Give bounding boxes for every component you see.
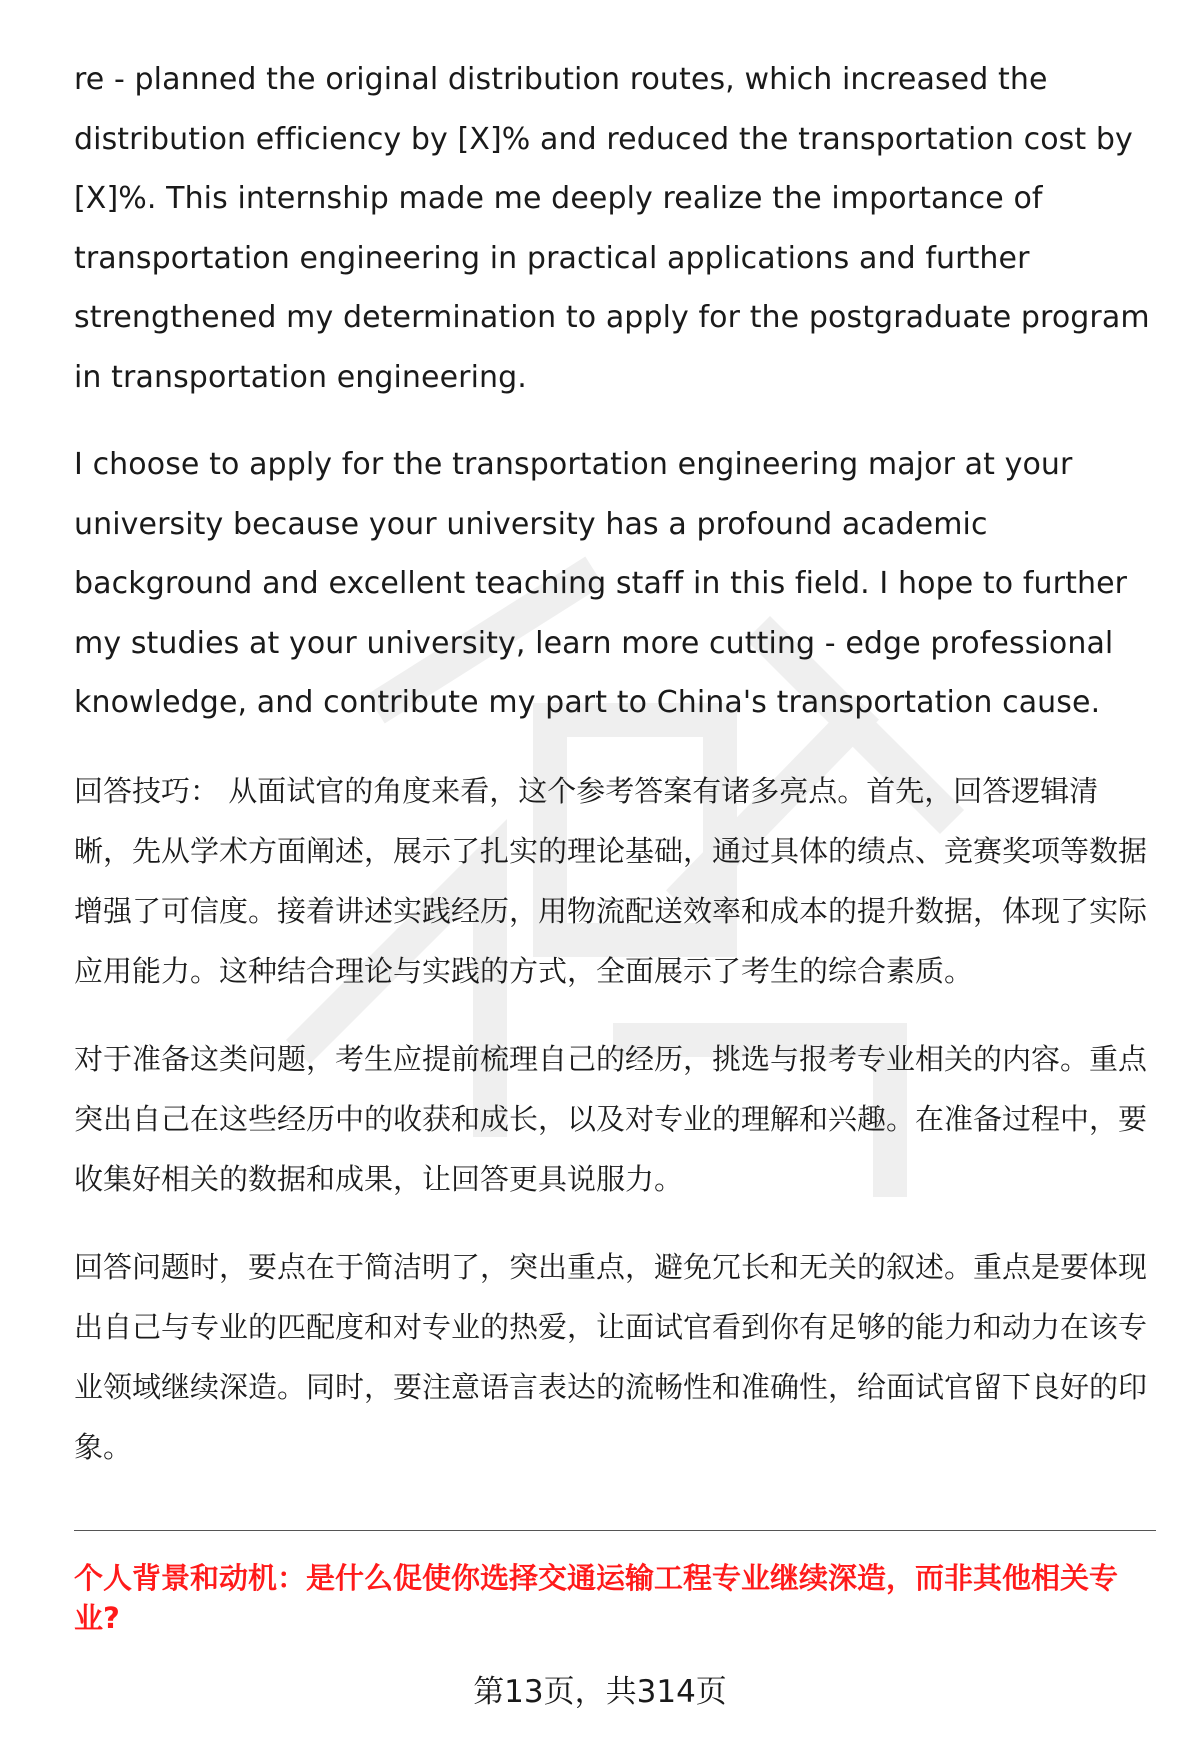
english-paragraph: I choose to apply for the transportation engineering major at your university because your university has a profound academic background and excellent teaching staff in this field. I hope to further my studies at your university, learn more cutting - edge professional knowledge, and contribute my part to China's transportation cause. xyxy=(74,447,1128,720)
document-body xyxy=(74,50,1154,1505)
preparation-advice-paragraph: 对于准备这类问题，考生应提前梳理自己的经历，挑选与报考专业相关的内容。重点突出自己在这些经历中的收获和成长，以及对专业的理解和兴趣。在准备过程中，要收集好相关的数据和成果，让回答更具说服力。 xyxy=(74,1041,1148,1196)
answer-tips-paragraph: 回答技巧： 从面试官的角度来看，这个参考答案有诸多亮点。首先，回答逻辑清晰，先从学术方面阐述，展示了扎实的理论基础，通过具体的绩点、竞赛奖项等数据增强了可信度。接着讲述实践经历，用物流配送效率和成本的提升数据，体现了实际应用能力。这种结合理论与实践的方式，全面展示了考生的综合素质。 xyxy=(74,773,1148,988)
page-number: 第13页，共314页 xyxy=(473,1674,727,1710)
english-paragraph: re - planned the original distribution routes, which increased the distribution efficiency by [X]% and reduced the transportation cost by [X]%. This internship made me deeply realize the importance of transportation engineering in practical applications and further strengthened my determination to apply for the postgraduate program in transportation engineering. xyxy=(74,62,1150,395)
answering-advice-paragraph: 回答问题时，要点在于简洁明了，突出重点，避免冗长和无关的叙述。重点是要体现出自己与专业的匹配度和对专业的热爱，让面试官看到你有足够的能力和动力在该专业领域继续深造。同时，要注意语言表达的流畅性和准确性，给面试官留下良好的印象。 xyxy=(74,1249,1148,1464)
section-divider xyxy=(74,1530,1156,1531)
interview-question-heading: 个人背景和动机：是什么促使你选择交通运输工程专业继续深造，而非其他相关专业? xyxy=(74,1561,1119,1635)
